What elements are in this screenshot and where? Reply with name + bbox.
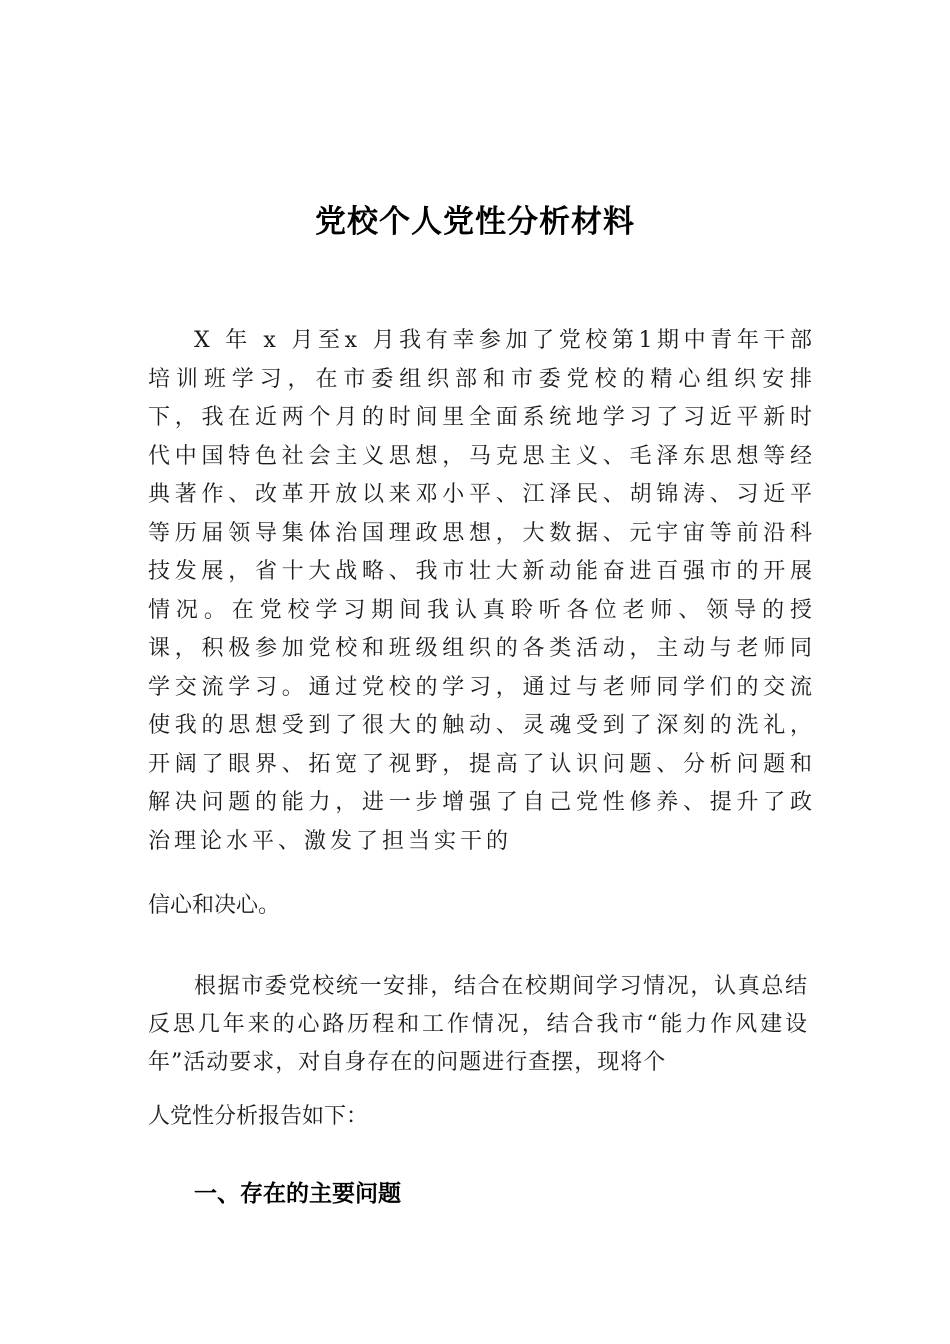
section-heading-1: 一、存在的主要问题 — [194, 1181, 401, 1207]
body-paragraph-2-tail: 人党性分析报告如下： — [148, 1104, 369, 1129]
body-paragraph-1-tail: 信心和决心。 — [148, 893, 281, 918]
document-title: 党校个人党性分析材料 — [315, 204, 635, 240]
body-paragraph-1: X 年 x 月至x 月我有幸参加了党校第1期中青年干部培训班学习，在市委组织部和市委党校的精心组织安排下，我在近两个月的时间里全面系统地学习了习近平新时代中国特色社会主义思想，马克思主义、毛泽东思想等经典著作、改革开放以来邓小平、江泽民、胡锦涛、习近平等历届领导集体治国理政思想，大数据、元宇宙等前沿科技发展，省十大战略、我市壮大新动能奋进百强市的开展情况。在党校学习期间我认真聆听各位老师、领导的授课，积极参加党校和班级组织的各类活动，主动与老师同学交流学习。通过党校的学习，通过与老师同学们的交流使我的思想受到了很大的触动、灵魂受到了深刻的洗礼，开阔了眼界、拓宽了视野，提高了认识问题、分析问题和解决问题的能力，进一步增强了自己党性修养、提升了政治理论水平、激发了担当实干的 — [148, 328, 816, 854]
body-paragraph-2: 根据市委党校统一安排，结合在校期间学习情况，认真总结反思几年来的心路历程和工作情况，结合我市“能力作风建设年”活动要求，对自身存在的问题进行查摆，现将个 — [148, 974, 808, 1075]
